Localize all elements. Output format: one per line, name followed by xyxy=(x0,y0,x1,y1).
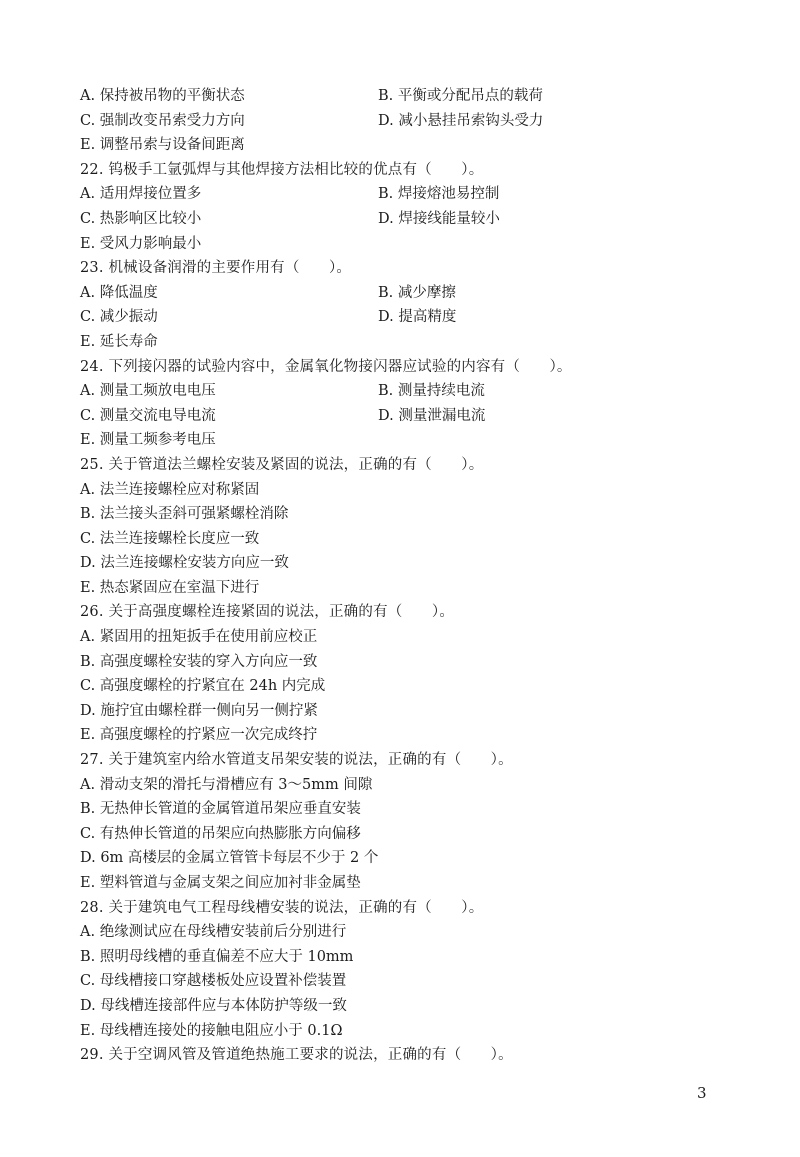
option: D. 施拧宜由螺栓群一侧向另一侧拧紧 xyxy=(80,702,318,719)
option: E. 母线槽连接处的接触电阻应小于 0.1Ω xyxy=(80,1022,343,1039)
option-row xyxy=(80,379,740,404)
question-stem: 26. 关于高强度螺栓连接紧固的说法，正确的有（ ）。 xyxy=(80,604,455,621)
option: C. 母线槽接口穿越楼板处应设置补偿装置 xyxy=(80,973,347,990)
option-row xyxy=(80,182,740,207)
question-stem: 27. 关于建筑室内给水管道支吊架安装的说法，正确的有（ ）。 xyxy=(80,752,513,769)
option: C. 减少振动 xyxy=(80,309,158,326)
option: A. 适用焊接位置多 xyxy=(80,186,202,203)
question-stem: 24. 下列接闪器的试验内容中，金属氧化物接闪器应试验的内容有（ ）。 xyxy=(80,358,572,375)
option: B. 平衡或分配吊点的载荷 xyxy=(378,88,543,104)
option: D. 减小悬挂吊索钩头受力 xyxy=(378,112,544,129)
option: D. 母线槽连接部件应与本体防护等级一致 xyxy=(80,997,347,1014)
option: B. 测量持续电流 xyxy=(378,383,485,400)
option: E. 测量工频参考电压 xyxy=(80,432,216,449)
option: B. 高强度螺栓安装的穿入方向应一致 xyxy=(80,653,318,670)
option: E. 塑料管道与金属支架之间应加衬非金属垫 xyxy=(80,875,361,891)
option: C. 测量交流电导电流 xyxy=(80,407,216,424)
option-row xyxy=(80,281,740,306)
question-stem: 28. 关于建筑电气工程母线槽安装的说法，正确的有（ ）。 xyxy=(80,899,484,916)
option: A. 绝缘测试应在母线槽安装前后分别进行 xyxy=(80,924,347,941)
option: E. 受风力影响最小 xyxy=(80,235,202,252)
option-row xyxy=(80,207,740,232)
option: E. 高强度螺栓的拧紧应一次完成终拧 xyxy=(80,727,318,744)
option: D. 测量泄漏电流 xyxy=(378,407,486,424)
option: A. 滑动支架的滑托与滑槽应有 3～5mm 间隙 xyxy=(80,776,373,793)
option: B. 焊接熔池易控制 xyxy=(378,186,500,203)
option: E. 调整吊索与设备间距离 xyxy=(80,137,245,154)
option: A. 保持被吊物的平衡状态 xyxy=(80,88,245,104)
option: D. 提高精度 xyxy=(378,309,457,326)
question-stem: 29. 关于空调风管及管道绝热施工要求的说法，正确的有（ ）。 xyxy=(80,1047,513,1064)
option: D. 焊接线能量较小 xyxy=(378,210,500,227)
option-row xyxy=(80,84,740,109)
option: E. 热态紧固应在室温下进行 xyxy=(80,579,260,596)
option: A. 法兰连接螺栓应对称紧固 xyxy=(80,481,260,498)
option: A. 测量工频放电电压 xyxy=(80,383,216,400)
option: C. 高强度螺栓的拧紧宜在 24h 内完成 xyxy=(80,678,326,695)
option: C. 强制改变吊索受力方向 xyxy=(80,112,245,129)
option-row xyxy=(80,404,740,429)
option: B. 无热伸长管道的金属管道吊架应垂直安装 xyxy=(80,801,361,818)
question-stem: 25. 关于管道法兰螺栓安装及紧固的说法，正确的有（ ）。 xyxy=(80,456,484,473)
option: D. 法兰连接螺栓安装方向应一致 xyxy=(80,555,289,572)
option: C. 法兰连接螺栓长度应一致 xyxy=(80,530,260,547)
question-list xyxy=(80,84,740,1068)
option: E. 延长寿命 xyxy=(80,333,158,350)
option: A. 降低温度 xyxy=(80,284,158,301)
option: B. 减少摩擦 xyxy=(378,284,456,301)
question-stem: 23. 机械设备润滑的主要作用有（ ）。 xyxy=(80,260,352,277)
option: B. 法兰接头歪斜可强紧螺栓消除 xyxy=(80,506,289,523)
option-row xyxy=(80,305,740,330)
option-row xyxy=(80,109,740,134)
option: C. 有热伸长管道的吊架应向热膨胀方向偏移 xyxy=(80,825,361,842)
option: A. 紧固用的扭矩扳手在使用前应校正 xyxy=(80,629,318,646)
option: C. 热影响区比较小 xyxy=(80,210,202,227)
option: D. 6m 高楼层的金属立管管卡每层不少于 2 个 xyxy=(80,850,379,867)
page-number: 3 xyxy=(697,1084,707,1102)
question-stem: 22. 钨极手工氩弧焊与其他焊接方法相比较的优点有（ ）。 xyxy=(80,161,484,178)
option: B. 照明母线槽的垂直偏差不应大于 10mm xyxy=(80,948,354,965)
